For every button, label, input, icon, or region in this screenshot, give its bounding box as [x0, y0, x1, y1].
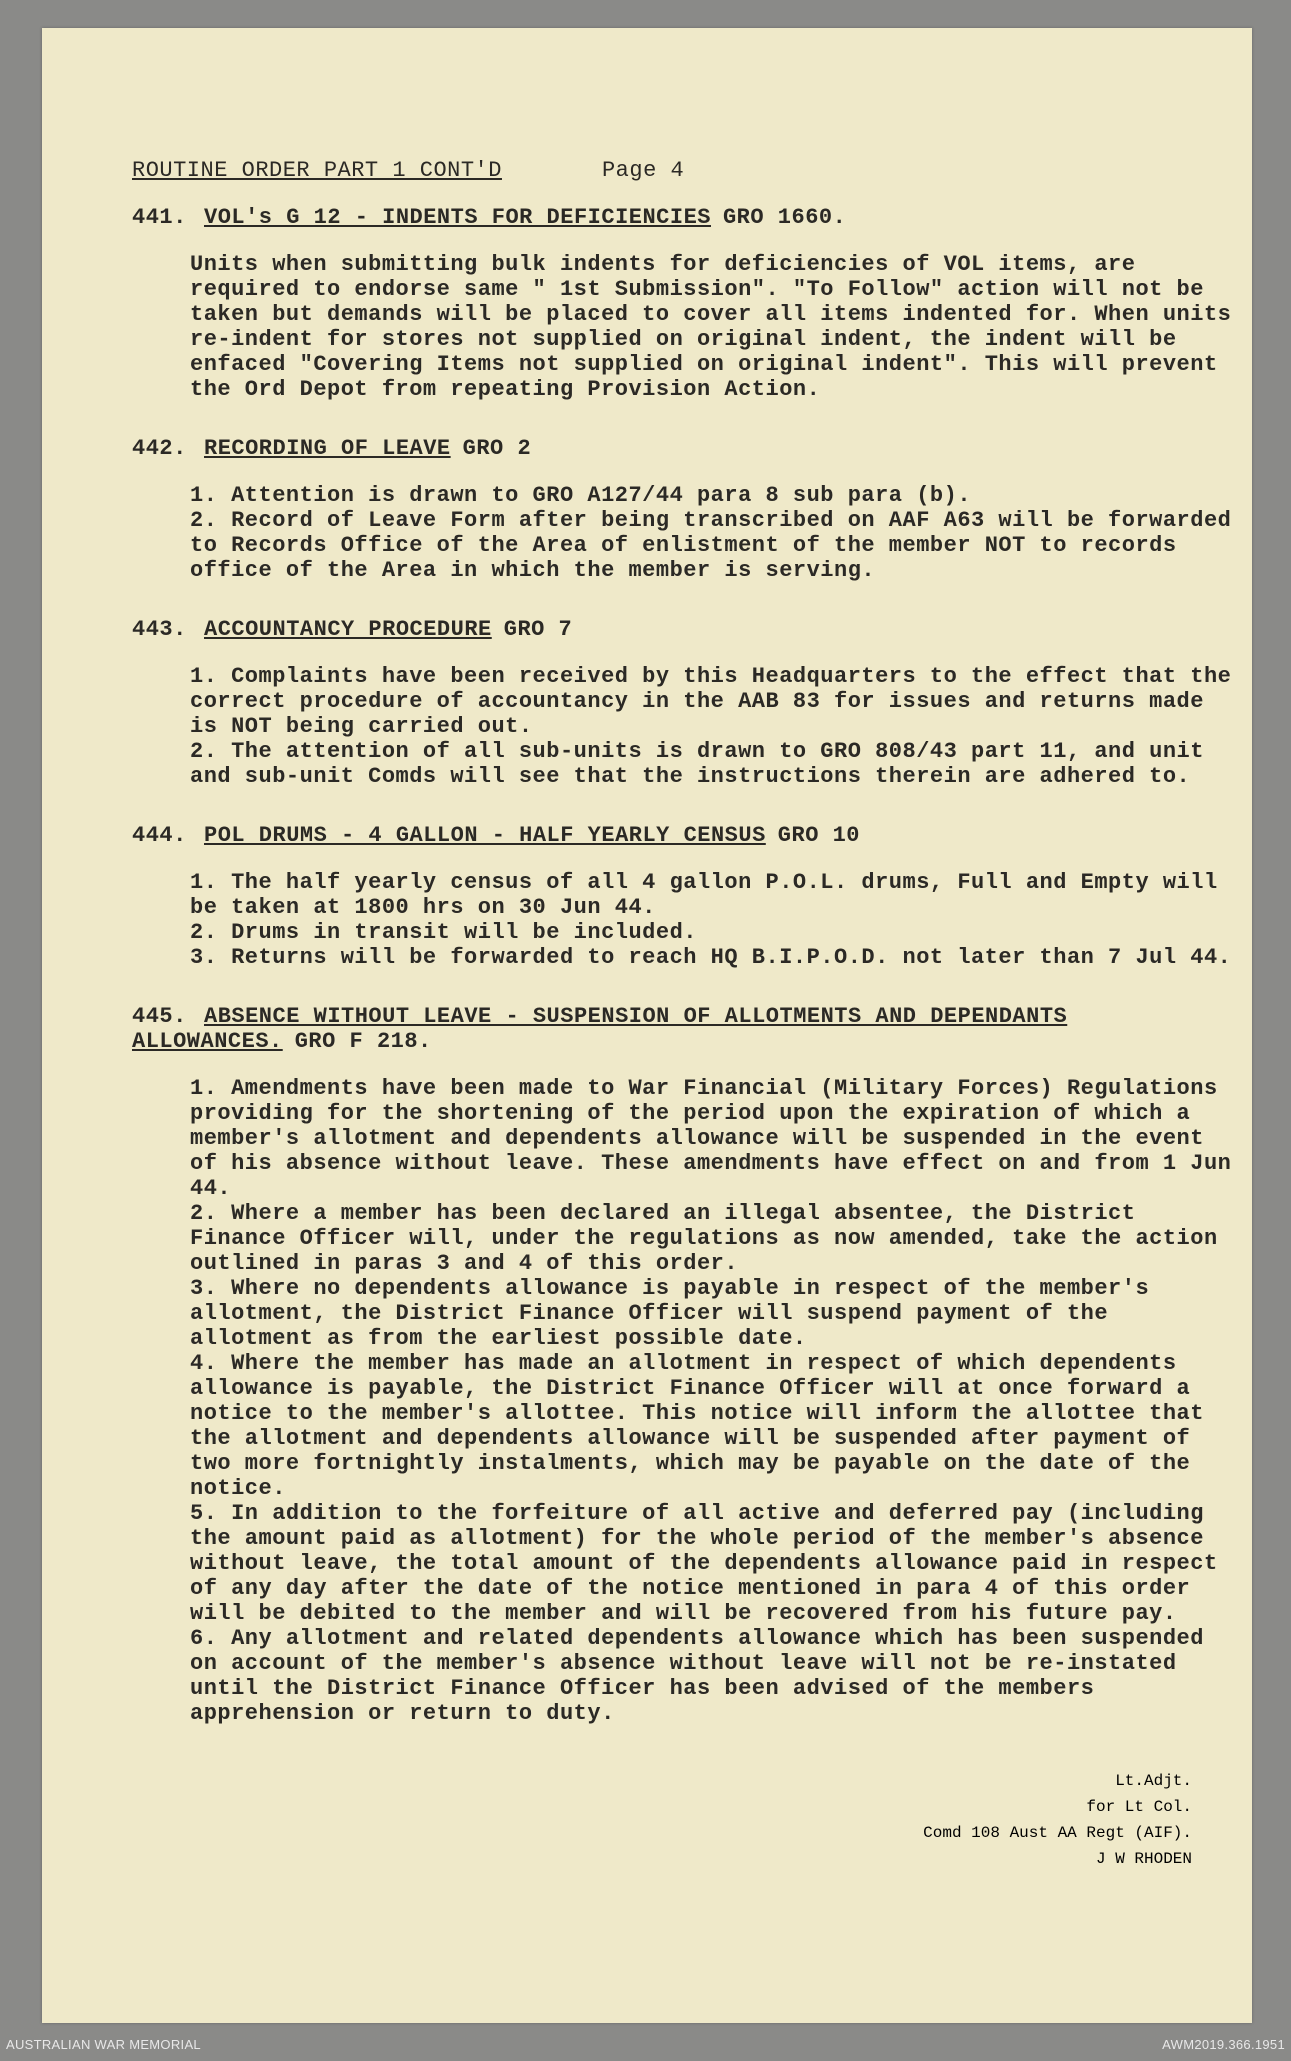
order-section — [132, 205, 1242, 402]
order-number: 445. — [132, 1004, 187, 1029]
signature-rank: Lt.Adjt. — [1115, 1772, 1192, 1790]
order-section — [132, 436, 1242, 583]
order-gro-reference: GRO F 218. — [294, 1029, 432, 1054]
order-paragraph: 2. Where a member has been declared an illegal absentee, the District Finance Officer will, under the regulations as now amended, take the action outlined in paras 3 and 4 of this order. — [190, 1201, 1218, 1276]
order-gro-reference: GRO 2 — [462, 436, 532, 461]
document-page — [42, 28, 1252, 2023]
order-paragraph: 4. Where the member has made an allotment in respect of which dependents allowance is payable, the District Finance Officer will at once forward a notice to the member's allottee. This notice will inform the allottee that the allotment and dependents allowance will be suspended after payment of two more fortnightly instalments, which may be payable on the date of the notice. — [190, 1351, 1204, 1501]
order-paragraph: 1. Amendments have been made to War Financial (Military Forces) Regulations providing for the shortening of the period upon the expiration of which a member's allotment and dependents allowance will be suspended in the event of his absence without leave. These amendments have effect on and from 1 Jun 44. — [190, 1076, 1232, 1201]
order-number: 444. — [132, 823, 187, 848]
order-gro-reference: GRO 7 — [503, 617, 573, 642]
order-number: 443. — [132, 617, 187, 642]
order-subject: POL DRUMS - 4 GALLON - HALF YEARLY CENSUS — [204, 823, 766, 848]
order-section — [132, 823, 1242, 970]
order-section — [132, 1004, 1242, 1726]
order-section — [132, 617, 1242, 789]
order-heading — [132, 436, 1242, 461]
footer-archive-label: AUSTRALIAN WAR MEMORIAL — [6, 2037, 201, 2052]
order-number: 442. — [132, 436, 187, 461]
order-heading — [132, 1004, 1242, 1054]
order-heading — [132, 205, 1242, 230]
order-paragraph: 2. Drums in transit will be included. — [190, 920, 697, 945]
order-subject: ABSENCE WITHOUT LEAVE - SUSPENSION OF ALLOTMENTS AND DEPENDANTS ALLOWANCES. — [132, 1004, 1068, 1054]
order-paragraph: Units when submitting bulk indents for deficiencies of VOL items, are required to endorse same " 1st Submission". "To Follow" action will not be taken but demands will be placed to cover all items indented for. When units re-indent for stores not supplied on original indent, the indent will be enfaced "Covering Items not supplied on original indent". This will prevent the Ord Depot from repeating Provision Action. — [190, 252, 1232, 402]
order-heading — [132, 617, 1242, 642]
order-paragraph: 2. Record of Leave Form after being transcribed on AAF A63 will be forwarded to Records Office of the Area of enlistment of the member NOT to records office of the Area in which the member is serving. — [190, 508, 1232, 583]
order-paragraph: 1. Attention is drawn to GRO A127/44 para 8 sub para (b). — [190, 483, 972, 508]
order-subject: VOL's G 12 - INDENTS FOR DEFICIENCIES — [204, 205, 711, 230]
order-paragraph: 5. In addition to the forfeiture of all active and deferred pay (including the amount paid as allotment) for the whole period of the member's absence without leave, the total amount of the dependents allowance paid in respect of any day after the date of the notice mentioned in para 4 of this order will be debited to the member and will be recovered from his future pay. — [190, 1501, 1218, 1626]
orders-list — [132, 205, 1242, 1726]
order-paragraph: 1. The half yearly census of all 4 gallon P.O.L. drums, Full and Empty will be taken at 1800 hrs on 30 Jun 44. — [190, 870, 1218, 920]
signature-block — [652, 1768, 1192, 1872]
signature-unit: Comd 108 Aust AA Regt (AIF). — [923, 1824, 1192, 1842]
order-paragraph: 1. Complaints have been received by this Headquarters to the effect that the correct procedure of accountancy in the AAB 83 for issues and returns made is NOT being carried out. — [190, 664, 1232, 739]
order-paragraph: 3. Where no dependents allowance is payable in respect of the member's allotment, the District Finance Officer will suspend payment of the allotment as from the earliest possible date. — [190, 1276, 1150, 1351]
page-number: Page 4 — [601, 158, 685, 183]
order-subject: ACCOUNTANCY PROCEDURE — [204, 617, 492, 642]
order-paragraph: 3. Returns will be forwarded to reach HQ B.I.P.O.D. not later than 7 Jul 44. — [190, 945, 1232, 970]
routine-order-document — [132, 158, 1242, 1760]
signature-name: J W RHODEN — [1095, 1850, 1192, 1868]
signature-for: for Lt Col. — [1086, 1798, 1192, 1816]
footer-accession-number: AWM2019.366.1951 — [1162, 2037, 1285, 2052]
order-paragraph: 6. Any allotment and related dependents allowance which has been suspended on account of the member's absence without leave will not be re-instated until the District Finance Officer has been advised of the members apprehension or return to duty. — [190, 1626, 1204, 1726]
order-gro-reference: GRO 10 — [777, 823, 861, 848]
order-gro-reference: GRO 1660. — [722, 205, 847, 230]
page-header — [132, 158, 1242, 183]
order-paragraph: 2. The attention of all sub-units is drawn to GRO 808/43 part 11, and unit and sub-unit Comds will see that the instructions therein are adhered to. — [190, 739, 1204, 789]
routine-order-title: ROUTINE ORDER PART 1 CONT'D — [132, 158, 502, 183]
order-heading — [132, 823, 1242, 848]
order-number: 441. — [132, 205, 187, 230]
order-subject: RECORDING OF LEAVE — [204, 436, 451, 461]
